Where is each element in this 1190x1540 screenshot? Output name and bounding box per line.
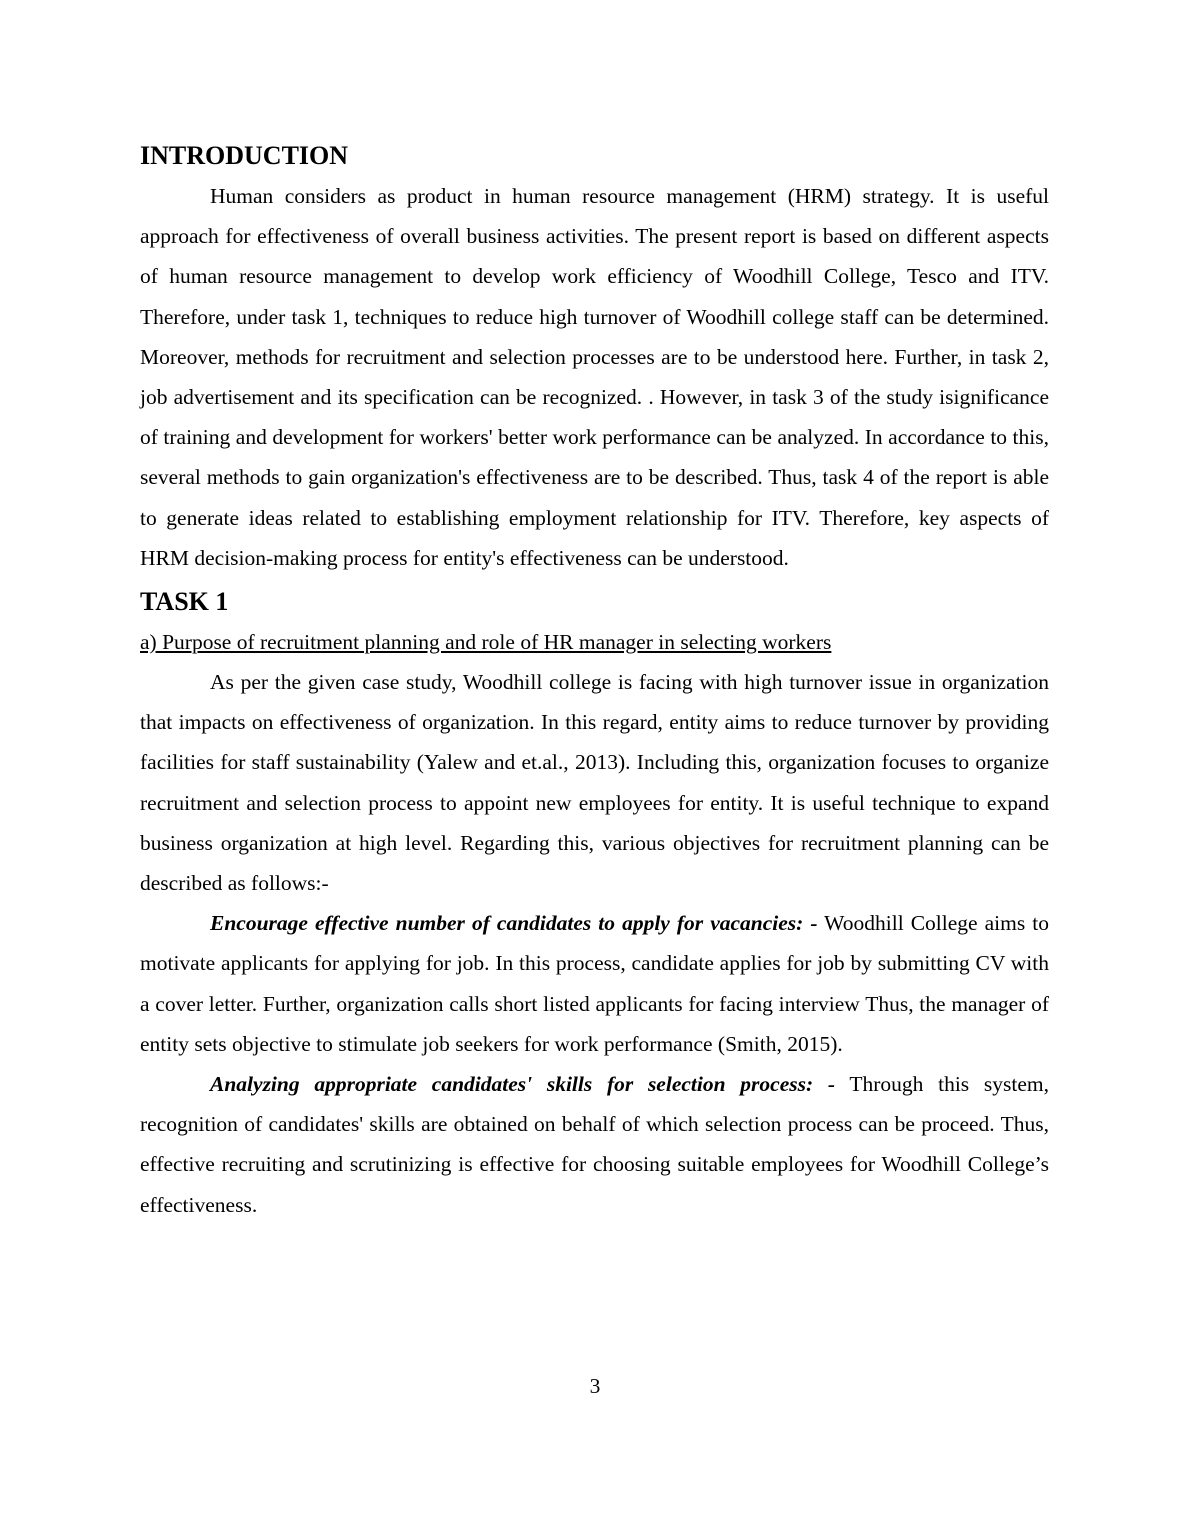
objective-point-candidates-text: Woodhill College aims to motivate applicants for applying for job. In this process, candidate applies for job by submitting CV with a cover letter. Further, organization calls short listed applicants for facing interview Thus, the manager of entity sets objective to stimulate job seekers for work performance (Smith, 2015). — [140, 911, 1049, 1056]
objective-point-candidates-lead: Encourage effective number of candidates to apply for vacancies: - — [210, 911, 818, 936]
page-number: 3 — [589, 1374, 601, 1398]
introduction-paragraph: Human considers as product in human resource management (HRM) strategy. It is useful approach for effectiveness of overall business activities. The present report is based on different aspects of human resource management to develop work efficiency of Woodhill College, Tesco and ITV. Therefore, under task 1, techniques to reduce high turnover of Woodhill college staff can be determined. Moreover, methods for recruitment and selection processes are to be understood here. Further, in task 2, job advertisement and its specification can be recognized. . However, in task 3 of the study isignificance of training and development for workers' better work performance can be analyzed. In accordance to this, several methods to gain organization's effectiveness are to be described. Thus, task 4 of the report is able to generate ideas related to establishing employment relationship for ITV. Therefore, key aspects of HRM decision-making process for entity's effectiveness can be understood. — [140, 184, 1049, 570]
objective-point-candidates — [140, 903, 1049, 1064]
task1-subheading: a) Purpose of recruitment planning and role of HR manager in selecting workers — [140, 630, 832, 655]
introduction-heading: INTRODUCTION — [140, 141, 349, 170]
objective-point-skills — [140, 1064, 1049, 1225]
task1-paragraph: As per the given case study, Woodhill college is facing with high turnover issue in organization that impacts on effectiveness of organization. In this regard, entity aims to reduce turnover by providing facilities for staff sustainability (Yalew and et.al., 2013). Including this, organization focuses to organize recruitment and selection process to appoint new employees for entity. It is useful technique to expand business organization at high level. Regarding this, various objectives for recruitment planning can be described as follows:- — [140, 670, 1049, 896]
objective-point-skills-text: Through this system, recognition of candidates' skills are obtained on behalf of which selection process can be proceed. Thus, effective recruiting and scrutinizing is effective for choosing suitable employees for Woodhill College’s effectiveness. — [140, 1072, 1049, 1217]
objective-point-skills-lead: Analyzing appropriate candidates' skills for selection process: - — [210, 1072, 836, 1097]
page-content — [140, 136, 1049, 1225]
task1-heading: TASK 1 — [140, 587, 229, 617]
